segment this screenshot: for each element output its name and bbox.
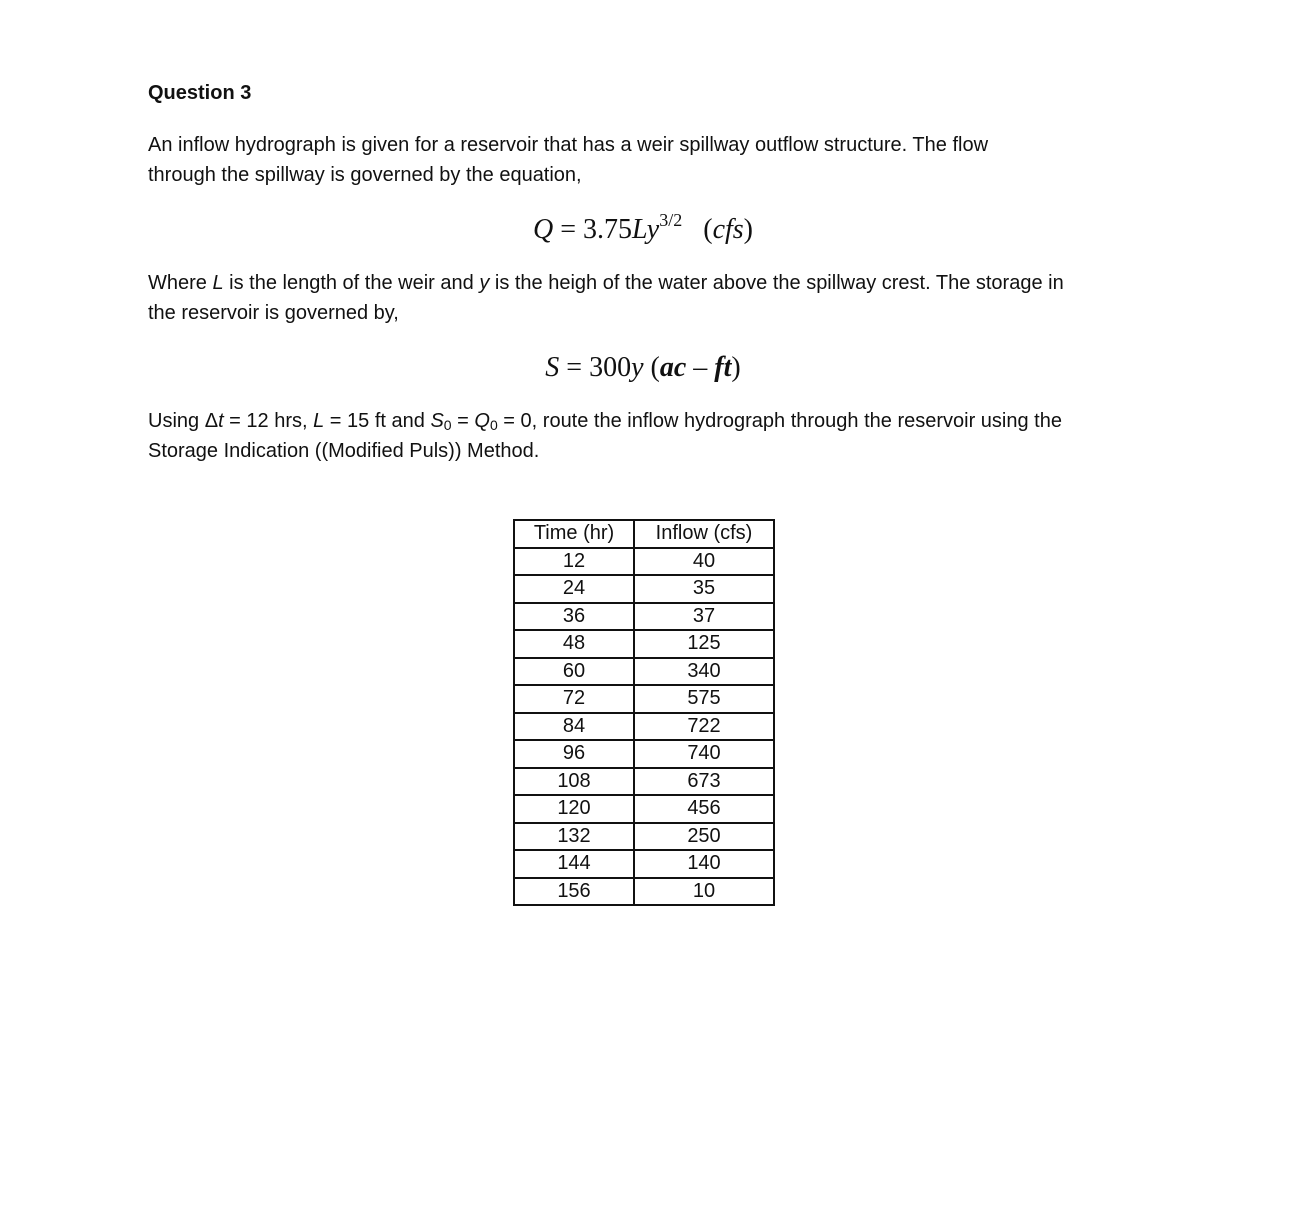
intro-line-1: An inflow hydrograph is given for a reservoir that has a weir spillway outflow structure. The flow [148,134,989,156]
time-cell: 36 [514,603,634,631]
header-time: Time (hr) [514,520,634,548]
using-paragraph: Using Δt = 12 hrs, L = 15 ft and $S_0 = Q_0 = 0$, route the inflow hydrograph through the reservoir using the Storage Indication ((Modified Puls)) Method. [148,410,1062,462]
inflow-cell: 575 [634,685,774,713]
time-cell: 24 [514,575,634,603]
inflow-cell: 10 [634,878,774,906]
table-row [514,878,774,906]
question-heading: Question 3 [148,82,252,104]
table-row [514,795,774,823]
time-cell: 12 [514,548,634,576]
table-row [514,603,774,631]
time-cell: 60 [514,658,634,686]
table-row [514,658,774,686]
time-cell: 156 [514,878,634,906]
table-row [514,685,774,713]
table-row [514,823,774,851]
inflow-cell: 740 [634,740,774,768]
inflow-cell: 250 [634,823,774,851]
question-document [148,78,1138,466]
inflow-cell: 125 [634,630,774,658]
time-cell: 144 [514,850,634,878]
intro-paragraph [148,130,1138,190]
time-cell: 48 [514,630,634,658]
inflow-cell: 37 [634,603,774,631]
table-header-row [514,520,774,548]
where-paragraph: Where L is the length of the weir and y is the heigh of the water above the spillway crest. The storage in the reservoir is governed by, [148,272,1064,324]
table-row [514,575,774,603]
storage-equation: S = 300y (ac – ft) [545,352,741,383]
inflow-cell: 35 [634,575,774,603]
time-cell: 84 [514,713,634,741]
time-cell: 132 [514,823,634,851]
table-row [514,713,774,741]
inflow-cell: 140 [634,850,774,878]
table-row [514,740,774,768]
inflow-hydrograph-table-wrapper [513,519,775,906]
time-cell: 120 [514,795,634,823]
inflow-cell: 722 [634,713,774,741]
time-cell: 108 [514,768,634,796]
intro-line-2: through the spillway is governed by the equation, [148,164,582,186]
table-row [514,630,774,658]
weir-flow-equation: $Q = 3.75Ly^{3/2}$ (cfs) [533,210,753,245]
time-cell: 96 [514,740,634,768]
inflow-cell: 40 [634,548,774,576]
inflow-cell: 673 [634,768,774,796]
inflow-cell: 340 [634,658,774,686]
table-row [514,768,774,796]
table-row [514,850,774,878]
table-row [514,548,774,576]
header-inflow: Inflow (cfs) [634,520,774,548]
inflow-cell: 456 [634,795,774,823]
inflow-hydrograph-table [513,519,775,906]
time-cell: 72 [514,685,634,713]
